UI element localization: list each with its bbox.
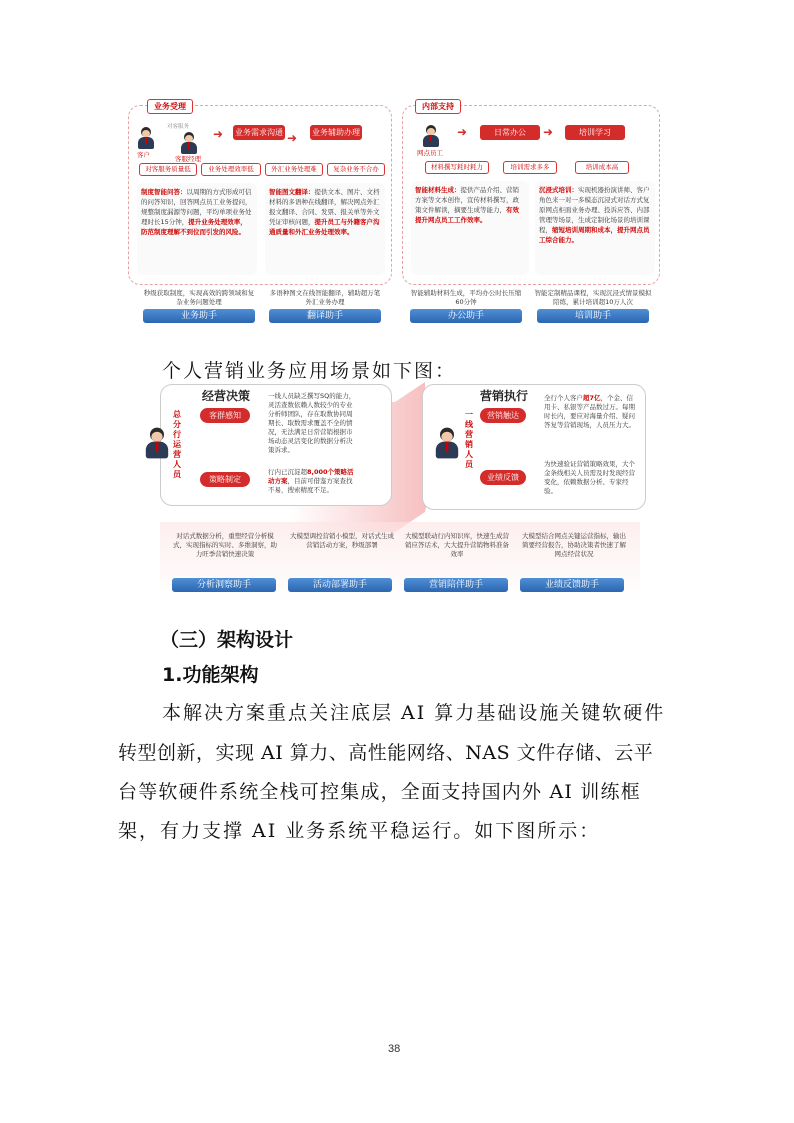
- result-note: 对话式数据分析，重塑经营分析模式，实现指标的实时、多维洞察，助力旺季营销快速决策: [173, 532, 277, 558]
- box-highlight: 缩短培训周期和成本，提升网点员工综合能力。: [539, 226, 650, 244]
- btn-marketing-reach: 营销触达: [480, 408, 526, 423]
- box-highlight: 有效提升网点员工工作效率。: [415, 206, 519, 224]
- box-text: 提供文本、图片、文档材料的多语种在线翻译，解决网点外汇报文翻译、合同、发票、报关单等外文凭证审核问题，: [269, 188, 380, 226]
- vertical-label-frontline-staff: 一线营销人员: [465, 410, 473, 469]
- right-card-text-2: [544, 460, 638, 496]
- pain-point: 材料撰写耗时耗力: [425, 161, 489, 174]
- step-business-need: 业务需求沟通: [233, 125, 285, 140]
- assistant-bar-performance: 业绩反馈助手: [520, 578, 624, 592]
- assistant-bar-marketing-companion: 营销陪伴助手: [404, 578, 508, 592]
- btn-strategy-making: 策略制定: [200, 472, 250, 487]
- right-card-text-1: [544, 394, 638, 430]
- pain-point: 外汇业务处理难: [265, 163, 323, 176]
- arrow-icon: ➜: [287, 131, 298, 145]
- caption-client-service: 对客服务: [167, 124, 190, 130]
- right-card-title: 营销执行: [480, 389, 529, 403]
- box-title: 智能材料生成：: [415, 186, 461, 194]
- text-box-translation: [265, 183, 385, 275]
- left-text-2-highlight: 8,000个策略活动方案: [268, 468, 354, 485]
- section-heading: （三）架构设计: [160, 629, 294, 651]
- box-title: 智能图文翻译：: [269, 188, 315, 196]
- pain-point: 培训需求多多: [503, 161, 557, 174]
- caption-marketing-scenario: 个人营销业务应用场景如下图：: [162, 360, 457, 382]
- pain-point: 培训成本高: [575, 161, 629, 174]
- operator-avatar-icon: [144, 428, 169, 459]
- result-note: 多语种图文在线智能翻译，辅助超万笔外汇业务办理: [269, 289, 381, 306]
- text-box-material-generation: [411, 181, 529, 275]
- tag-business-acceptance: 业务受理: [147, 99, 193, 114]
- btn-performance-feedback: 业绩反馈: [480, 470, 526, 485]
- pain-point: 对客服务质量低: [139, 163, 197, 176]
- customer-label: 客户: [137, 151, 150, 159]
- left-text-1: 一线人员缺乏撰写SQ的能力，灵活查数依赖人数较少的专业分析师团队，存在取数协同周期长、取数需求覆盖不全的情况，无法满足日常营销根据市场动态灵活变化的数据分析决策诉求。: [268, 392, 356, 454]
- customer-avatar-icon: [137, 127, 155, 149]
- manager-label: 客服经理: [175, 155, 201, 163]
- box-title: 沉浸式培训：: [539, 186, 578, 194]
- result-note: 大模型结合网点关键运营指标，输出简要经营报告，协助决策者快速了解网点经营状况: [522, 532, 626, 558]
- box-text: 以周期的方式形成可信的问答知识，回答网点员工业务提问，规整制度漏源等问题，平均单项业务处理时长15分钟，: [141, 188, 252, 226]
- staff-label: 网点员工: [417, 149, 443, 157]
- tag-internal-support: 内部支持: [415, 99, 461, 114]
- left-text-2b: ，目前可借鉴方案查找不易，搜索精度不足。: [268, 477, 353, 494]
- left-card-text-2: [268, 468, 356, 495]
- assistant-bar-business: 业务助手: [143, 309, 255, 323]
- vertical-label-branch-staff: 总分行运营人员: [173, 410, 181, 479]
- box-text: 实现机器扮演讲师、客户角色来一对一多模态沉浸式对话方式复原网点柜面业务办理、投诉应答、内部管理等场景，生成定制化场景的培训课程，: [539, 186, 650, 234]
- right-text-1-highlight: 超7亿: [583, 394, 601, 402]
- figure-business-assistants: [125, 95, 660, 327]
- right-text-2: 为快速验证营销策略效果，大个金条线相关人员需及时发现经营变化，依赖数据分析、专家经验。: [544, 460, 635, 495]
- frontline-avatar-icon: [434, 428, 459, 459]
- result-note: 智能定制精品课程，实现沉浸式情景模拟陪练，累计培训超10万人次: [534, 289, 652, 306]
- step-daily-office: 日常办公: [480, 125, 540, 140]
- text-box-immersive-training: [535, 181, 655, 275]
- staff-avatar-icon: [422, 125, 440, 147]
- arrow-icon: ➜: [213, 127, 224, 141]
- paragraph-line: 台等软硬件系统全栈可控集成，全面支持国内外 AI 训练框: [118, 781, 641, 803]
- result-note: 智能辅助材料生成，平均办公时长压缩60分钟: [410, 289, 522, 306]
- pain-point: 业务处理效率低: [201, 163, 261, 176]
- figure-marketing-assistants: [140, 382, 660, 602]
- paragraph-line: 本解决方案重点关注底层 AI 算力基础设施关键软硬件: [162, 702, 666, 724]
- result-note: 大模型调控营销小模型，对话式生成营销活动方案，秒级部署: [290, 532, 394, 549]
- btn-customer-insight: 客群感知: [200, 408, 250, 423]
- page-number: 38: [388, 1043, 401, 1055]
- assistant-bar-campaign: 活动部署助手: [288, 578, 392, 592]
- box-title: 制度智能问答：: [141, 188, 187, 196]
- paragraph-line: 转型创新，实现 AI 算力、高性能网络、NAS 文件存储、云平: [118, 742, 654, 764]
- text-box-policy-qa: [137, 183, 257, 275]
- box-text: 提供产品介绍、营销方案等文本创作，宣传材料撰写，政策文件解读，摘要生成等能力，: [415, 186, 519, 214]
- result-note: 秒级获取制度，实现高效的跨领域和复杂业务问题处理: [143, 289, 255, 306]
- manager-avatar-icon: [180, 132, 198, 154]
- box-highlight: 提升员工与外籍客户沟通质量和外汇业务处理效率。: [269, 218, 380, 236]
- paragraph-line: 架，有力支撑 AI 业务系统平稳运行。如下图所示：: [118, 820, 601, 842]
- arrow-icon: ➜: [457, 125, 468, 139]
- left-card-text-1: [268, 392, 356, 455]
- step-training: 培训学习: [565, 125, 625, 140]
- assistant-bar-training: 培训助手: [537, 309, 649, 323]
- arrow-icon: ➜: [543, 125, 554, 139]
- box-highlight: 提升业务处理效率，防范制度理解不到位而引发的风险。: [141, 218, 247, 236]
- pain-point: 复杂业务不合办: [327, 163, 385, 176]
- result-note: 大模型联动行内知识库，快速生成营销应答话术，大大提升营销物料准备效率: [405, 532, 509, 558]
- sub-heading: 1.功能架构: [162, 664, 259, 686]
- assistant-bar-office: 办公助手: [410, 309, 522, 323]
- right-text-1b: ，个金、信用卡、私银等产品数过万。每期时长内，要应对海量介绍、疑问答复等营销现场，人员压力大。: [544, 394, 635, 429]
- right-text-1a: 全行个人客户: [544, 394, 583, 402]
- assistant-bar-translation: 翻译助手: [269, 309, 381, 323]
- step-business-assist: 业务辅助办理: [310, 125, 362, 140]
- left-card-title: 经营决策: [202, 389, 251, 403]
- left-text-2a: 行内已沉淀超: [268, 468, 307, 476]
- assistant-bar-analysis: 分析洞察助手: [172, 578, 276, 592]
